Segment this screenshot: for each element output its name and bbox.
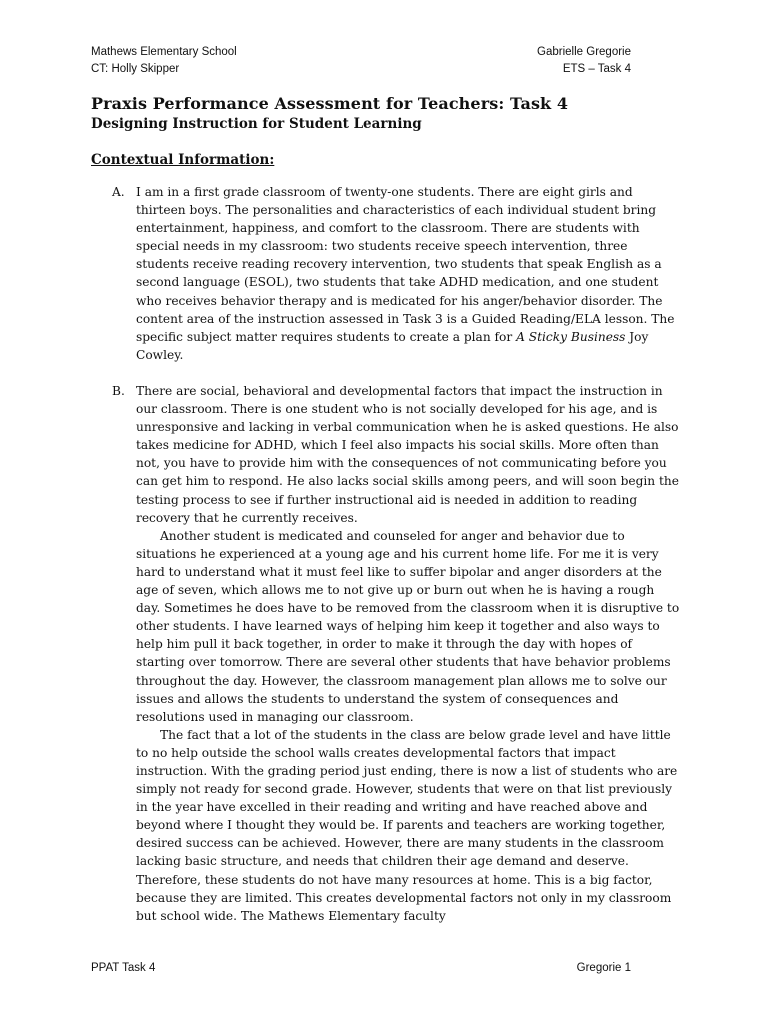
list-item [112, 183, 682, 364]
cooperating-teacher: CT: Holly Skipper [91, 63, 180, 75]
footer-left: PPAT Task 4 [91, 962, 156, 974]
list-marker: B. [112, 384, 125, 398]
section-heading: Contextual Information: [91, 152, 275, 168]
list-item-body [136, 183, 682, 364]
school-name: Mathews Elementary School [91, 46, 237, 58]
book-title: A Sticky Business [516, 329, 626, 344]
header-left [91, 44, 237, 78]
author-name: Gabrielle Gregorie [537, 46, 631, 58]
list-item [112, 382, 682, 925]
page-number: Gregorie 1 [576, 962, 631, 974]
list-marker: A. [112, 185, 125, 199]
paragraph: There are social, behavioral and developmental factors that impact the instruction in our classroom. There is one student who is not socially developed for his age, and is unresponsive and lacking in verbal communication when he is asked questions. He also takes medicine for ADHD, which I feel also impacts his social skills. More often than not, you have to provide him with the consequences of not communicating before you can get him to respond. He also lacks social skills among peers, and will soon begin the testing process to see if further instructional aid is needed in addition to reading recovery that he currently receives. [136, 384, 679, 525]
document-subtitle: Designing Instruction for Student Learning [91, 116, 422, 132]
header-right [537, 44, 631, 78]
paragraph: Another student is medicated and counseled for anger and behavior due to situations he experienced at a young age and his current home life. For me it is very hard to understand what it must feel like to suffer bipolar and anger disorders at the age of seven, which allows me to not give up or burn out when he is having a rough day. Sometimes he does have to be removed from the classroom when it is disruptive to other students. I have learned ways of helping him keep it together and also ways to help him pull it back together, in order to make it through the day with hopes of starting over tomorrow. There are several other students that have behavior problems throughout the day. However, the classroom management plan allows me to solve our issues and allows the students to understand the system of consequences and resolutions used in managing our classroom. [136, 528, 680, 724]
list-item-body [136, 382, 682, 925]
book-author: Joy Cowley. [136, 329, 649, 362]
paragraph-text: I am in a first grade classroom of twenty-one students. There are eight girls and thirteen boys. The personalities and characteristics of each individual student bring entertainment, happiness, and comfort to the classroom. There are students with special needs in my classroom: two students receive speech intervention, three students receive reading recovery intervention, two students that speak English as a second language (ESOL), two students that take ADHD medication, and one student who receives behavior therapy and is medicated for his anger/behavior disorder. The content area of the instruction assessed in Task 3 is a Guided Reading/ELA lesson. The specific subject matter requires students to create a plan for [136, 185, 675, 344]
task-label: ETS – Task 4 [562, 63, 631, 75]
document-title: Praxis Performance Assessment for Teachers: Task 4 [91, 94, 569, 113]
paragraph: The fact that a lot of the students in the class are below grade level and have little to no help outside the school walls creates developmental factors that impact instruction. With the grading period just ending, there is now a list of students who are simply not ready for second grade. However, students that were on that list previously in the year have excelled in their reading and writing and have reached above and beyond where I thought they would be. If parents and teachers are working together, desired success can be achieved. However, there are many students in the classroom lacking basic structure, and needs that children their age demand and deserve. Therefore, these students do not have many resources at home. This is a big factor, because they are limited. This creates developmental factors not only in my classroom but school wide. The Mathews Elementary faculty [136, 727, 678, 923]
paragraph [136, 183, 682, 364]
